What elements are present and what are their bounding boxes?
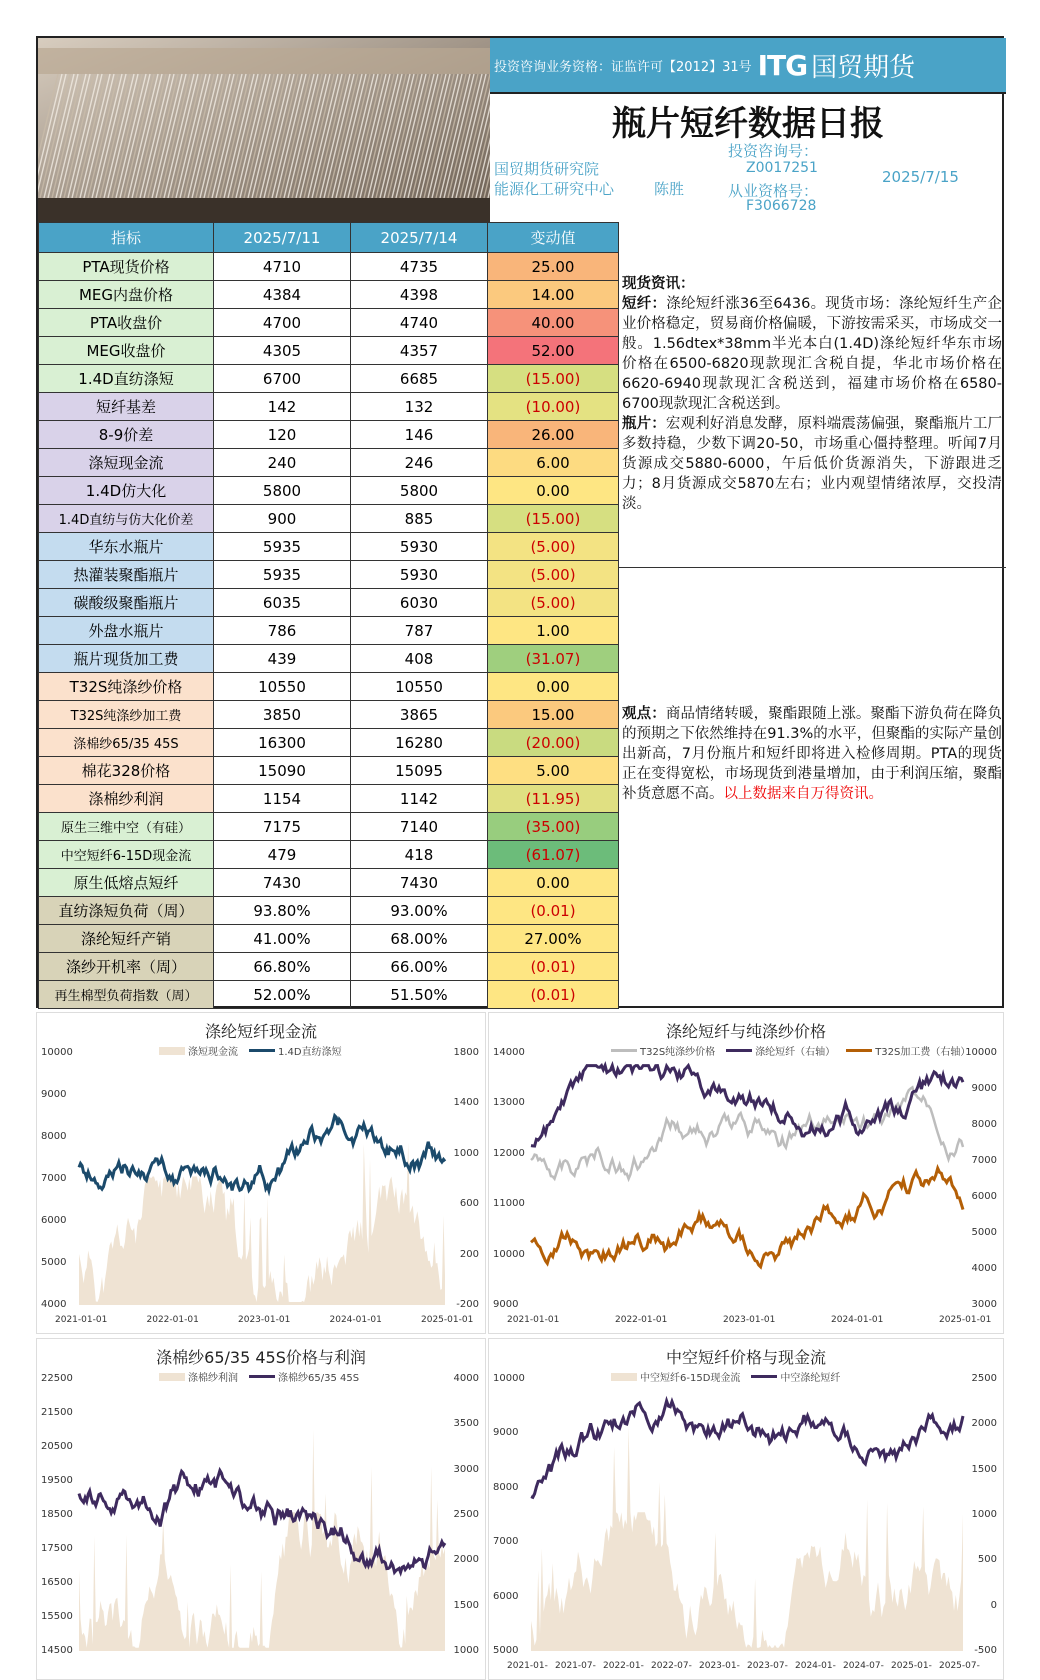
chart-hollow-fiber [488, 1338, 1004, 1680]
y-left-tick: 18500 [41, 1509, 73, 1520]
row-value-date2: 4357 [351, 337, 488, 365]
col-header-date2: 2025/7/14 [351, 223, 488, 253]
x-tick: 2023-01- [699, 1661, 740, 1671]
row-value-date1: 142 [214, 393, 351, 421]
x-tick: 2023-07- [747, 1661, 788, 1671]
table-row [39, 589, 619, 617]
y-left-tick: 9000 [41, 1089, 67, 1100]
row-indicator-name: 1.4D直纺涤短 [39, 365, 214, 393]
header-right [490, 38, 1006, 222]
y-right-tick: 600 [459, 1198, 479, 1210]
y-left-tick: 10000 [493, 1373, 525, 1384]
table-row [39, 365, 619, 393]
row-change-value: 6.00 [488, 449, 619, 477]
y-right-tick: 1400 [453, 1097, 479, 1109]
row-value-date2: 16280 [351, 729, 488, 757]
row-value-date1: 15090 [214, 757, 351, 785]
y-right-tick: 3000 [453, 1463, 479, 1475]
y-right-tick: 4000 [453, 1373, 479, 1384]
y-right-tick: 1800 [453, 1047, 479, 1058]
row-value-date1: 900 [214, 505, 351, 533]
row-change-value: 52.00 [488, 337, 619, 365]
table-row [39, 505, 619, 533]
chart-title: 涤棉纱65/35 45S价格与利润 [156, 1348, 366, 1367]
bottle-chip-text: 宏观利好消息发酵，原料端震荡偏强，聚酯瓶片工厂多数持稳，少数下调20-50，市场重心僵持整理。听闻7月货源成交5880-6000，午后低价货源消失，下游跟进乏力；8月货源成交5870左右；业内观望情绪浓厚，交投清淡。 [622, 416, 1003, 512]
row-indicator-name: 短纤基差 [39, 393, 214, 421]
y-right-tick: 500 [977, 1554, 997, 1566]
y-right-tick: 1500 [453, 1599, 479, 1611]
y-right-tick: 9000 [971, 1083, 997, 1094]
line-series [531, 1168, 963, 1267]
table-row [39, 337, 619, 365]
y-left-tick: 16500 [41, 1577, 73, 1588]
row-change-value: 5.00 [488, 757, 619, 785]
data-source-note: 以上数据来自万得资讯。 [723, 786, 883, 802]
row-value-date1: 41.00% [214, 925, 351, 953]
header-loom-image [38, 38, 490, 222]
row-value-date2: 146 [351, 421, 488, 449]
x-tick: 2022-07- [651, 1661, 692, 1671]
y-left-tick: 8000 [41, 1131, 67, 1142]
chart-title: 涤纶短纤与纯涤纱价格 [665, 1022, 826, 1041]
chart-blend-yarn [36, 1338, 486, 1680]
row-value-date1: 4710 [214, 253, 351, 281]
row-change-value: 14.00 [488, 281, 619, 309]
row-change-value: (0.01) [488, 981, 619, 1009]
y-left-tick: 9000 [493, 1427, 519, 1439]
y-right-tick: 2000 [971, 1418, 997, 1430]
y-left-tick: 22500 [41, 1373, 73, 1384]
y-left-tick: 5000 [493, 1645, 519, 1656]
row-value-date1: 6035 [214, 589, 351, 617]
table-row [39, 477, 619, 505]
col-header-date1: 2025/7/11 [214, 223, 351, 253]
row-change-value: (5.00) [488, 533, 619, 561]
y-right-tick: 2500 [453, 1509, 479, 1520]
row-value-date2: 5930 [351, 533, 488, 561]
x-tick: 2022-01-01 [615, 1315, 668, 1325]
x-tick: 2025-01- [891, 1661, 932, 1671]
row-change-value: (35.00) [488, 813, 619, 841]
row-indicator-name: 涤纶短纤产销 [39, 925, 214, 953]
institute-1: 国贸期货研究院 [494, 160, 600, 178]
row-indicator-name: 中空短纤6-15D现金流 [39, 841, 214, 869]
report-title: 瓶片短纤数据日报 [612, 104, 884, 144]
y-right-tick: 200 [459, 1248, 479, 1260]
table-row [39, 617, 619, 645]
x-tick: 2024-01-01 [329, 1315, 382, 1325]
row-value-date1: 4305 [214, 337, 351, 365]
row-indicator-name: 华东水瓶片 [39, 533, 214, 561]
row-change-value: 0.00 [488, 477, 619, 505]
y-right-tick: -200 [456, 1299, 479, 1310]
row-value-date2: 93.00% [351, 897, 488, 925]
row-value-date2: 7430 [351, 869, 488, 897]
news-text [618, 274, 1006, 514]
legend-label: 1.4D直纺涤短 [278, 1047, 342, 1058]
y-right-tick: -500 [974, 1645, 997, 1656]
report-date: 2025/7/15 [882, 168, 959, 186]
x-tick: 2023-01-01 [238, 1315, 291, 1325]
analyst-name: 陈胜 [654, 180, 685, 198]
x-tick: 2024-01-01 [831, 1315, 884, 1325]
row-value-date2: 51.50% [351, 981, 488, 1009]
table-row [39, 533, 619, 561]
row-change-value: 25.00 [488, 253, 619, 281]
col-header-indicator: 指标 [39, 223, 214, 253]
license-bar [490, 38, 1006, 94]
line-series [531, 1401, 963, 1497]
table-row [39, 673, 619, 701]
row-indicator-name: MEG内盘价格 [39, 281, 214, 309]
row-value-date2: 10550 [351, 673, 488, 701]
row-value-date1: 120 [214, 421, 351, 449]
area-series [531, 1427, 963, 1651]
table-row [39, 757, 619, 785]
row-value-date1: 5935 [214, 561, 351, 589]
x-tick: 2021-01-01 [55, 1315, 108, 1325]
chart-staple-vs-yarn [488, 1012, 1004, 1334]
legend-label: 涤纶短纤（右轴） [755, 1047, 836, 1058]
row-change-value: 27.00% [488, 925, 619, 953]
row-indicator-name: 外盘水瓶片 [39, 617, 214, 645]
line-series [79, 1116, 445, 1191]
x-tick: 2021-01-01 [507, 1315, 560, 1325]
table-row [39, 561, 619, 589]
data-table [38, 222, 619, 1009]
staple-fiber-label: 短纤： [622, 296, 667, 312]
row-indicator-name: 涤短现金流 [39, 449, 214, 477]
row-value-date2: 5800 [351, 477, 488, 505]
table-header-row [39, 223, 619, 253]
view-text [618, 704, 1006, 804]
row-value-date2: 246 [351, 449, 488, 477]
row-indicator-name: T32S纯涤纱价格 [39, 673, 214, 701]
col-header-change: 变动值 [488, 223, 619, 253]
row-value-date2: 15095 [351, 757, 488, 785]
y-right-tick: 7000 [971, 1155, 997, 1166]
row-value-date2: 7140 [351, 813, 488, 841]
report-frame [36, 36, 1004, 1008]
row-indicator-name: 8-9价差 [39, 421, 214, 449]
row-indicator-name: PTA现货价格 [39, 253, 214, 281]
row-value-date1: 786 [214, 617, 351, 645]
line-series [79, 1471, 445, 1573]
legend-label: 中空涤纶短纤 [780, 1373, 841, 1384]
row-indicator-name: 瓶片现货加工费 [39, 645, 214, 673]
row-change-value: (0.01) [488, 953, 619, 981]
y-left-tick: 12000 [493, 1147, 525, 1159]
y-left-tick: 4000 [41, 1299, 67, 1310]
table-row [39, 281, 619, 309]
license-text: 投资咨询业务资格：证监许可【2012】31号 [494, 59, 752, 75]
table-row [39, 925, 619, 953]
row-change-value: 0.00 [488, 869, 619, 897]
row-value-date1: 52.00% [214, 981, 351, 1009]
row-value-date1: 4700 [214, 309, 351, 337]
y-left-tick: 14000 [493, 1047, 525, 1058]
row-change-value: 0.00 [488, 673, 619, 701]
legend-label: 涤短现金流 [188, 1047, 238, 1058]
table-row [39, 729, 619, 757]
row-indicator-name: 1.4D直纺与仿大化价差 [39, 505, 214, 533]
y-left-tick: 13000 [493, 1097, 525, 1109]
table-row [39, 981, 619, 1009]
view-body: 商品情绪转暖，聚酯跟随上涨。聚酯下游负荷在降负的预期之下依然维持在91.3%的水平，但聚酯的实际产量创出新高，7月份瓶片和短纤即将进入检修周期。PTA的现货正在变得宽松，市场现货到港量增加，由于利润压缩，聚酯补货意愿不高。 [622, 706, 1003, 802]
y-left-tick: 8000 [493, 1481, 519, 1493]
row-indicator-name: 原生低熔点短纤 [39, 869, 214, 897]
x-tick: 2024-01- [795, 1661, 836, 1671]
y-left-tick: 20500 [41, 1441, 73, 1452]
y-left-tick: 10000 [493, 1248, 525, 1260]
y-left-tick: 11000 [493, 1198, 525, 1210]
row-indicator-name: 1.4D仿大化 [39, 477, 214, 505]
table-row [39, 309, 619, 337]
y-right-tick: 5000 [971, 1227, 997, 1238]
y-left-tick: 7000 [493, 1536, 519, 1548]
row-indicator-name: 涤纱开机率（周） [39, 953, 214, 981]
row-value-date2: 66.00% [351, 953, 488, 981]
row-value-date1: 66.80% [214, 953, 351, 981]
row-indicator-name: 直纺涤短负荷（周） [39, 897, 214, 925]
row-value-date2: 4740 [351, 309, 488, 337]
row-value-date1: 479 [214, 841, 351, 869]
legend-label: T32S纯涤纱价格 [640, 1047, 716, 1058]
y-right-tick: 8000 [971, 1119, 997, 1130]
row-value-date2: 6030 [351, 589, 488, 617]
row-change-value: (5.00) [488, 561, 619, 589]
row-change-value: (31.07) [488, 645, 619, 673]
x-tick: 2022-01- [603, 1661, 644, 1671]
table-row [39, 841, 619, 869]
x-tick: 2025-07- [939, 1661, 980, 1671]
row-indicator-name: 碳酸级聚酯瓶片 [39, 589, 214, 617]
chart-plot [489, 1339, 1003, 1679]
row-value-date2: 1142 [351, 785, 488, 813]
row-value-date1: 1154 [214, 785, 351, 813]
row-value-date2: 885 [351, 505, 488, 533]
row-value-date2: 5930 [351, 561, 488, 589]
row-change-value: (15.00) [488, 505, 619, 533]
y-right-tick: 0 [990, 1599, 997, 1611]
y-right-tick: 1000 [971, 1509, 997, 1520]
y-right-tick: 1500 [971, 1463, 997, 1475]
row-value-date1: 16300 [214, 729, 351, 757]
table-row [39, 897, 619, 925]
row-change-value: (5.00) [488, 589, 619, 617]
row-change-value: 26.00 [488, 421, 619, 449]
table-row [39, 253, 619, 281]
y-left-tick: 9000 [493, 1299, 519, 1310]
table-row [39, 813, 619, 841]
row-value-date2: 4735 [351, 253, 488, 281]
qualification-number: F3066728 [746, 198, 817, 214]
chart-title: 涤纶短纤现金流 [204, 1022, 317, 1041]
row-change-value: (15.00) [488, 365, 619, 393]
row-indicator-name: 涤棉纱65/35 45S [39, 729, 214, 757]
row-value-date1: 7430 [214, 869, 351, 897]
row-indicator-name: 原生三维中空（有硅） [39, 813, 214, 841]
y-right-tick: 1000 [453, 1147, 479, 1159]
y-right-tick: 6000 [971, 1191, 997, 1202]
y-right-tick: 2000 [453, 1554, 479, 1566]
row-value-date1: 7175 [214, 813, 351, 841]
table-row [39, 785, 619, 813]
consult-label: 投资咨询号： [728, 142, 819, 160]
y-right-tick: 1000 [453, 1645, 479, 1656]
row-value-date1: 6700 [214, 365, 351, 393]
y-left-tick: 19500 [41, 1475, 73, 1486]
x-tick: 2021-01- [507, 1661, 548, 1671]
row-indicator-name: 热灌装聚酯瓶片 [39, 561, 214, 589]
row-indicator-name: 再生棉型负荷指数（周） [39, 981, 214, 1009]
row-value-date1: 5800 [214, 477, 351, 505]
chart-staple-cashflow [36, 1012, 486, 1334]
chart-title: 中空短纤价格与现金流 [665, 1348, 826, 1367]
table-row [39, 421, 619, 449]
table-row [39, 449, 619, 477]
row-value-date1: 439 [214, 645, 351, 673]
institute-2: 能源化工研究中心 [494, 180, 615, 198]
y-right-tick: 10000 [965, 1047, 997, 1058]
x-tick: 2025-01-01 [939, 1315, 992, 1325]
row-change-value: (0.01) [488, 897, 619, 925]
table-row [39, 393, 619, 421]
chart-plot [489, 1013, 1003, 1333]
table-row [39, 953, 619, 981]
row-value-date1: 93.80% [214, 897, 351, 925]
y-left-tick: 17500 [41, 1543, 73, 1554]
row-value-date1: 4384 [214, 281, 351, 309]
y-left-tick: 7000 [41, 1173, 67, 1184]
row-indicator-name: 涤棉纱利润 [39, 785, 214, 813]
row-indicator-name: PTA收盘价 [39, 309, 214, 337]
row-change-value: (61.07) [488, 841, 619, 869]
row-change-value: (20.00) [488, 729, 619, 757]
x-tick: 2022-01-01 [146, 1315, 199, 1325]
x-tick: 2021-07- [555, 1661, 596, 1671]
row-value-date1: 3850 [214, 701, 351, 729]
row-change-value: 15.00 [488, 701, 619, 729]
table-row [39, 645, 619, 673]
row-change-value: 1.00 [488, 617, 619, 645]
legend-label: 涤棉纱65/35 45S [278, 1373, 360, 1384]
qualification-label: 从业资格号： [728, 182, 819, 200]
row-value-date1: 10550 [214, 673, 351, 701]
itg-logo: ITG [757, 48, 808, 82]
row-change-value: 40.00 [488, 309, 619, 337]
legend-label: 涤棉纱利润 [188, 1373, 238, 1384]
row-value-date2: 408 [351, 645, 488, 673]
table-row [39, 869, 619, 897]
chart-plot [37, 1339, 485, 1679]
legend-label: T32S加工费（右轴） [875, 1047, 971, 1058]
y-left-tick: 10000 [41, 1047, 73, 1058]
row-value-date2: 418 [351, 841, 488, 869]
row-change-value: (11.95) [488, 785, 619, 813]
view-label: 观点： [622, 706, 666, 722]
y-left-tick: 14500 [41, 1645, 73, 1656]
y-left-tick: 15500 [41, 1611, 73, 1622]
x-tick: 2024-07- [843, 1661, 884, 1671]
row-indicator-name: T32S纯涤纱加工费 [39, 701, 214, 729]
row-value-date2: 787 [351, 617, 488, 645]
x-tick: 2025-01-01 [421, 1315, 474, 1325]
y-left-tick: 6000 [41, 1215, 67, 1226]
row-value-date2: 4398 [351, 281, 488, 309]
consult-number: Z0017251 [746, 160, 818, 176]
company-logo-text: 国贸期货 [811, 52, 916, 83]
y-right-tick: 3000 [971, 1299, 997, 1310]
row-value-date2: 6685 [351, 365, 488, 393]
chart-plot [37, 1013, 485, 1333]
y-right-tick: 4000 [971, 1263, 997, 1274]
news-heading: 现货资讯： [622, 276, 695, 292]
row-value-date2: 68.00% [351, 925, 488, 953]
row-indicator-name: 棉花328价格 [39, 757, 214, 785]
y-right-tick: 2500 [971, 1373, 997, 1384]
x-tick: 2023-01-01 [723, 1315, 776, 1325]
staple-fiber-text: 涤纶短纤涨36至6436。现货市场：涤纶短纤生产企业价格稳定，贸易商价格偏暖，下游按需采买，市场成交一般。1.56dtex*38mm半光本白(1.4D)涤纶短纤华东市场价格在6500-6820现款现汇含税自提，华北市场价格在6620-6940现款现汇含税送到，福建市场价格在6580-6700现款现汇含税送到。 [622, 296, 1003, 412]
row-value-date1: 5935 [214, 533, 351, 561]
row-value-date2: 3865 [351, 701, 488, 729]
legend-label: 中空短纤6-15D现金流 [640, 1373, 741, 1384]
area-series [79, 1429, 445, 1651]
bottle-chip-label: 瓶片： [622, 416, 666, 432]
y-left-tick: 21500 [41, 1407, 73, 1418]
row-indicator-name: MEG收盘价 [39, 337, 214, 365]
row-value-date1: 240 [214, 449, 351, 477]
y-left-tick: 6000 [493, 1590, 519, 1602]
table-row [39, 701, 619, 729]
y-right-tick: 3500 [453, 1418, 479, 1430]
y-left-tick: 5000 [41, 1257, 67, 1268]
row-value-date2: 132 [351, 393, 488, 421]
row-change-value: (10.00) [488, 393, 619, 421]
